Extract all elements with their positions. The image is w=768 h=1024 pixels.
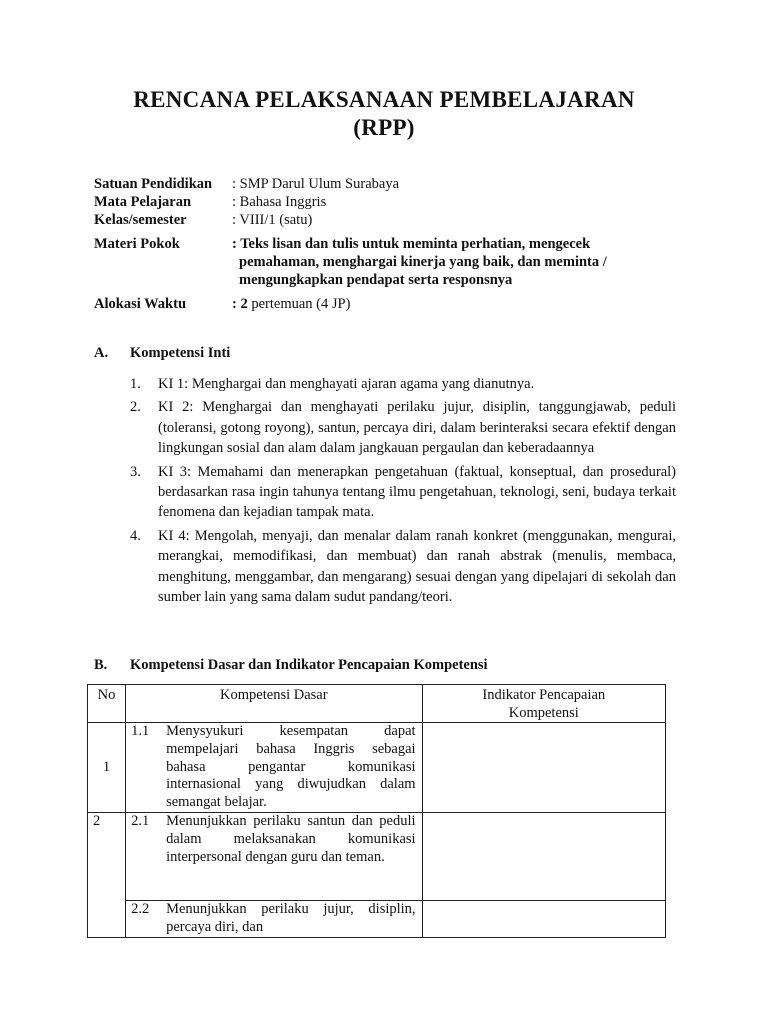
indikator-cell	[422, 900, 665, 937]
indikator-cell	[422, 723, 665, 813]
kd-cell	[126, 900, 423, 937]
alokasi-block	[94, 295, 676, 313]
document-title: RENCANA PELAKSANAAN PEMBELAJARAN	[133, 87, 635, 112]
info-row-satuan	[94, 175, 676, 193]
materi-label: Materi Pokok	[94, 236, 180, 252]
kd-number: 1.1	[131, 723, 150, 739]
document-subtitle: (RPP)	[353, 115, 415, 140]
mapel-label: Mata Pelajaran	[94, 194, 192, 210]
alokasi-rest: pertemuan (4 JP)	[247, 296, 351, 312]
alokasi-label: Alokasi Waktu	[94, 296, 187, 312]
list-item	[130, 526, 676, 608]
kd-number: 2.2	[131, 900, 150, 917]
list-item-number: 3.	[130, 463, 141, 480]
alokasi-value	[232, 295, 676, 313]
indikator-cell	[422, 812, 665, 900]
identity-block	[94, 175, 676, 229]
kelas-value: : VIII/1 (satu)	[232, 212, 313, 228]
materi-row	[94, 235, 676, 289]
header-indikator-line-1: Indikator Pencapaian	[482, 687, 606, 703]
header-indikator	[422, 685, 665, 723]
materi-value	[232, 235, 676, 289]
list-item-text: KI 1: Menghargai dan menghayati ajaran agama yang dianutnya.	[158, 376, 535, 392]
kd-text: Menysyukuri kesempatan dapat mempelajari bahasa Inggris sebagai bahasa pengantar komunikasi internasional yang diwujudkan dalam semangat belajar.	[166, 723, 416, 811]
section-a-title: Kompetensi Inti	[130, 345, 231, 361]
list-item	[130, 462, 676, 523]
table-row	[88, 900, 666, 937]
list-item-text: KI 2: Menghargai dan menghayati perilaku jujur, disiplin, tanggungjawab, peduli (toleransi, gotong royong), santun, percaya diri, dalam berinteraksi secara efektif dengan lingkungan sosial dan alam dalam jangkauan pergaulan dan keberadaannya	[158, 399, 676, 457]
kd-cell	[126, 812, 423, 900]
list-item-number: 2.	[130, 399, 141, 416]
header-no: No	[88, 685, 126, 723]
kd-cell	[126, 723, 423, 813]
materi-line-1: : Teks lisan dan tulis untuk meminta perhatian, mengecek	[232, 236, 591, 252]
kompetensi-inti-list	[130, 374, 676, 607]
table-header-row	[88, 685, 666, 723]
table-row	[88, 723, 666, 813]
alokasi-number: 2	[240, 296, 248, 312]
row-number: 1	[88, 723, 126, 813]
header-kompetensi-dasar: Kompetensi Dasar	[126, 685, 423, 723]
materi-block	[94, 235, 676, 289]
list-item-number: 1.	[130, 376, 141, 392]
list-item	[130, 397, 676, 458]
section-a-letter: A.	[94, 345, 109, 361]
list-item-text: KI 3: Memahami dan menerapkan pengetahuan (faktual, konseptual, dan prosedural) berdasarkan rasa ingin tahunya tentang ilmu pengetahuan, teknologi, seni, budaya terkait fenomena dan kejadian tampak mata.	[158, 463, 676, 521]
kelas-label: Kelas/semester	[94, 212, 187, 228]
satuan-label: Satuan Pendidikan	[94, 176, 213, 192]
list-item-number: 4.	[130, 527, 141, 544]
info-row-mapel	[94, 193, 676, 211]
list-item-text: KI 4: Mengolah, menyaji, dan menalar dalam ranah konkret (menggunakan, mengurai, merangkai, memodifikasi, dan membuat) dan ranah abstrak (menulis, membaca, menghitung, menggambar, dan mengarang) sesuai dengan yang dipelajari di sekolah dan sumber lain yang sama dalam sudut pandang/teori.	[158, 527, 676, 606]
row-number: 2	[88, 812, 126, 937]
kompetensi-dasar-table	[87, 684, 666, 938]
section-b-title: Kompetensi Dasar dan Indikator Pencapaian Kompetensi	[130, 657, 488, 673]
mapel-value: : Bahasa Inggris	[232, 194, 327, 210]
materi-line-3: mengungkapkan pendapat serta responsnya	[239, 272, 513, 288]
section-b-heading	[94, 657, 488, 674]
materi-line-2: pemahaman, menghargai kinerja yang baik, dan meminta /	[239, 254, 607, 270]
alokasi-colon: :	[232, 296, 241, 312]
alokasi-row	[94, 295, 676, 313]
section-b-letter: B.	[94, 657, 108, 673]
section-a-heading	[94, 345, 230, 362]
info-row-kelas	[94, 211, 676, 229]
kd-text: Menunjukkan perilaku jujur, disiplin, percaya diri, dan	[166, 900, 416, 935]
kd-text: Menunjukkan perilaku santun dan peduli dalam melaksanakan komunikasi interpersonal dengan guru dan teman.	[166, 812, 416, 865]
kd-number: 2.1	[131, 812, 150, 829]
list-item	[130, 374, 676, 394]
header-indikator-line-2: Kompetensi	[508, 705, 579, 721]
table-row	[88, 812, 666, 900]
satuan-value: : SMP Darul Ulum Surabaya	[232, 176, 400, 192]
